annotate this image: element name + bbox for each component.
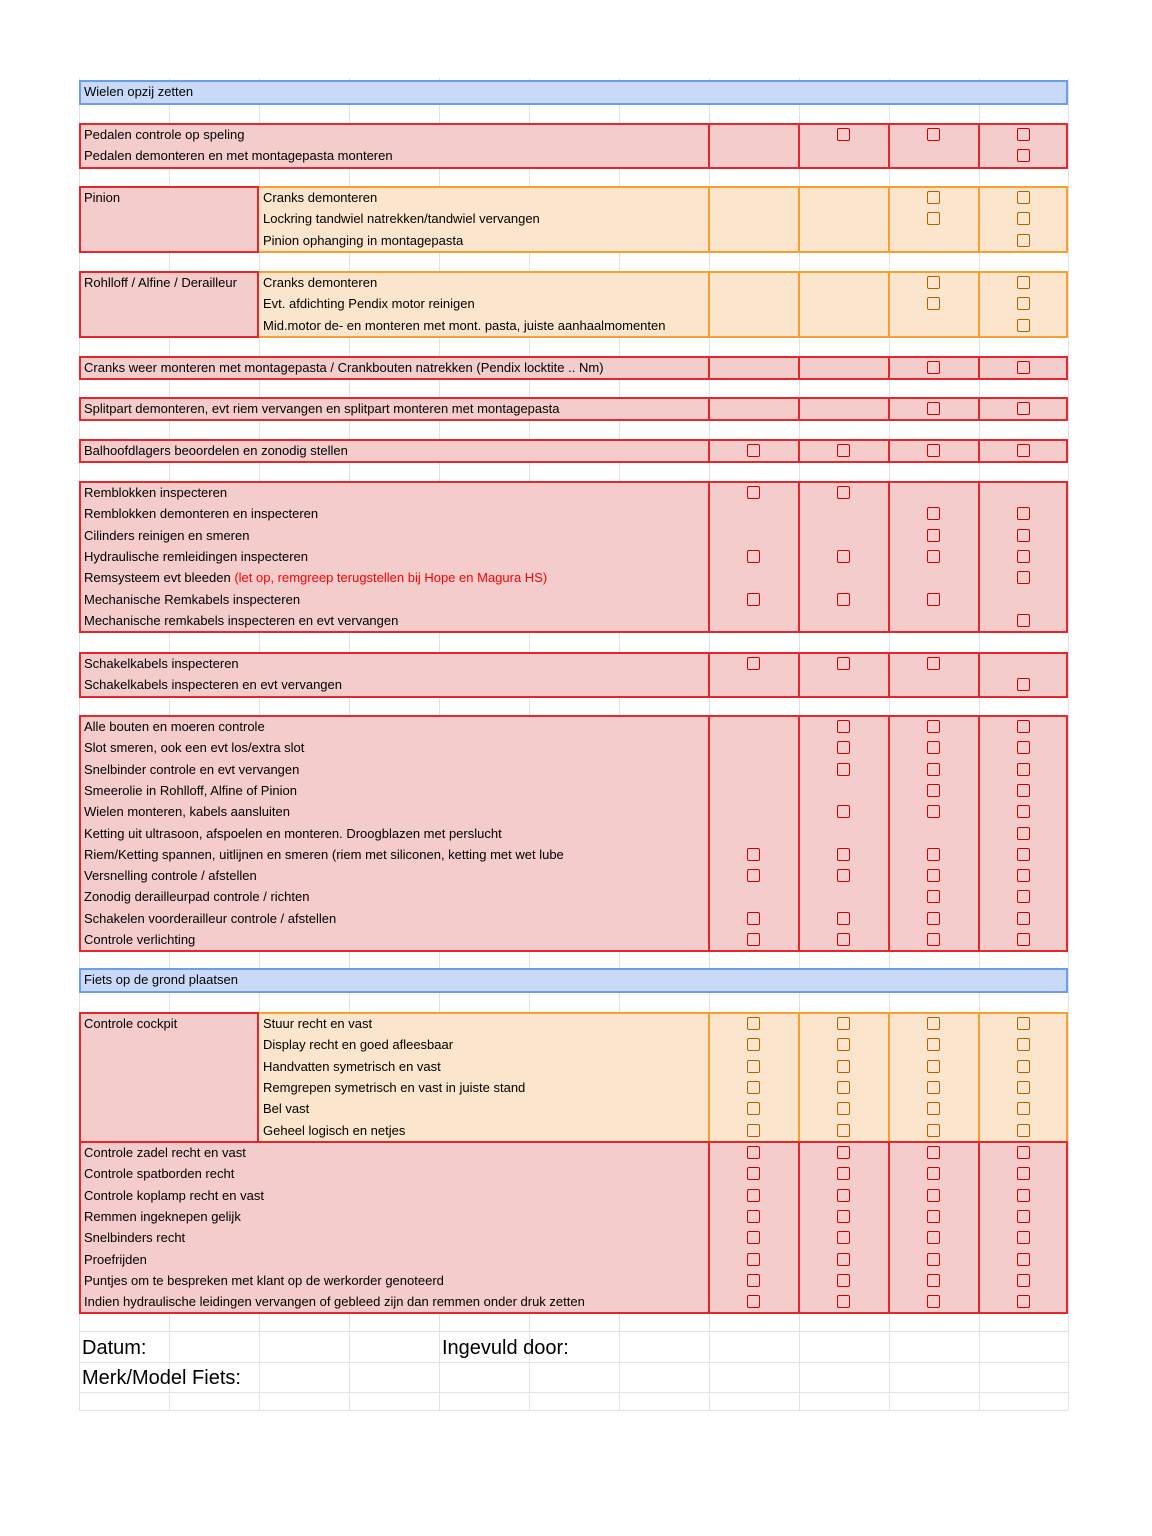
checkbox[interactable] xyxy=(1017,1189,1030,1202)
checkbox[interactable] xyxy=(927,402,940,415)
checkbox[interactable] xyxy=(1017,1081,1030,1094)
checkbox[interactable] xyxy=(1017,1146,1030,1159)
checkbox[interactable] xyxy=(747,550,760,563)
checkbox[interactable] xyxy=(1017,128,1030,141)
row-label-text: Cranks demonteren xyxy=(263,275,378,290)
checkbox[interactable] xyxy=(927,1295,940,1308)
row-label-text: Display recht en goed afleesbaar xyxy=(263,1037,454,1053)
checkbox[interactable] xyxy=(927,550,940,563)
checkbox[interactable] xyxy=(837,805,850,818)
row-label-text: Splitpart demonteren, evt riem vervangen en splitpart monteren met montagepasta xyxy=(84,401,560,416)
checkbox[interactable] xyxy=(837,933,850,946)
checkbox[interactable] xyxy=(837,1231,850,1244)
checkbox[interactable] xyxy=(837,869,850,882)
checkbox[interactable] xyxy=(837,1102,850,1115)
column-divider xyxy=(708,652,710,698)
warning-note: (let op, remgreep terugstellen bij Hope en Magura HS) xyxy=(234,570,548,586)
checkbox[interactable] xyxy=(927,1189,940,1202)
row-label-text: Mid.motor de- en monteren met mont. pasta, juiste aanhaalmomenten xyxy=(263,317,666,333)
row-label xyxy=(263,233,463,249)
column-divider xyxy=(978,271,980,338)
row-label-text: Schakelen voorderailleur controle / afstellen xyxy=(84,910,337,926)
row-label-text: Geheel logisch en netjes xyxy=(263,1122,406,1138)
row-label-text: Remmen ingeknepen gelijk xyxy=(84,1208,241,1224)
row-label xyxy=(84,1230,185,1246)
checkbox[interactable] xyxy=(927,1146,940,1159)
row-label-text: Evt. afdichting Pendix motor reinigen xyxy=(263,296,475,312)
row-label-text: Fiets op de grond plaatsen xyxy=(84,972,238,987)
row-label-text: Bel vast xyxy=(263,1101,310,1117)
row-label xyxy=(84,1166,234,1182)
checkbox[interactable] xyxy=(837,1146,850,1159)
row-label xyxy=(263,1059,441,1075)
checkbox[interactable] xyxy=(1017,149,1030,162)
row-label-text: Pedalen demonteren en met montagepasta monteren xyxy=(84,148,393,164)
column-divider xyxy=(888,397,890,421)
checkbox[interactable] xyxy=(747,1210,760,1223)
checkbox[interactable] xyxy=(1017,402,1030,415)
checkbox[interactable] xyxy=(1017,1102,1030,1115)
checkbox[interactable] xyxy=(837,1060,850,1073)
checkbox[interactable] xyxy=(747,657,760,670)
group-label: Pinion xyxy=(84,190,121,205)
checkbox[interactable] xyxy=(1017,361,1030,374)
checkbox[interactable] xyxy=(747,1081,760,1094)
column-divider xyxy=(708,186,710,253)
row-label xyxy=(263,1123,405,1139)
checkbox[interactable] xyxy=(927,1231,940,1244)
checkbox[interactable] xyxy=(1017,763,1030,776)
row-label xyxy=(84,847,564,863)
checkbox[interactable] xyxy=(927,848,940,861)
row-label xyxy=(84,868,257,884)
row-label-text: Remsysteem evt bleeden xyxy=(84,570,231,586)
bike-model-field[interactable] xyxy=(259,1363,1067,1391)
checkbox[interactable] xyxy=(927,1210,940,1223)
row-label-text: Wielen opzij zetten xyxy=(84,84,194,99)
row-label-text: Pedalen controle op speling xyxy=(84,127,245,142)
checkbox[interactable] xyxy=(837,1210,850,1223)
row-label-text: Cranks weer monteren met montagepasta / Crankbouten natrekken (Pendix locktite .. Nm) xyxy=(84,360,604,375)
checkbox[interactable] xyxy=(1017,212,1030,225)
row-label xyxy=(84,401,559,417)
checkbox[interactable] xyxy=(1017,1295,1030,1308)
checkbox[interactable] xyxy=(1017,319,1030,332)
row-label-text: Remgrepen symetrisch en vast in juiste stand xyxy=(263,1079,526,1095)
checkbox[interactable] xyxy=(1017,678,1030,691)
checkbox[interactable] xyxy=(1017,720,1030,733)
checkbox[interactable] xyxy=(927,1060,940,1073)
bike-model-label: Merk/Model Fiets: xyxy=(82,1367,241,1389)
row-label xyxy=(84,656,239,672)
checkbox[interactable] xyxy=(747,593,760,606)
checkbox[interactable] xyxy=(837,444,850,457)
row-label-text: Remblokken inspecteren xyxy=(84,485,228,500)
checkbox[interactable] xyxy=(1017,805,1030,818)
column-divider xyxy=(888,652,890,698)
row-label-text: Slot smeren, ook een evt los/extra slot xyxy=(84,740,305,756)
row-label xyxy=(84,783,297,799)
row-label-text: Ketting uit ultrasoon, afspoelen en monteren. Droogblazen met perslucht xyxy=(84,825,502,841)
row-label xyxy=(84,148,393,164)
checkbox[interactable] xyxy=(927,444,940,457)
checkbox[interactable] xyxy=(927,212,940,225)
row-label-text: Remblokken demonteren en inspecteren xyxy=(84,506,319,522)
checkbox[interactable] xyxy=(1017,1231,1030,1244)
row-label-text: Mechanische remkabels inspecteren en evt vervangen xyxy=(84,612,399,628)
column-divider xyxy=(798,1141,800,1314)
checkbox[interactable] xyxy=(837,912,850,925)
column-divider xyxy=(978,715,980,952)
checkbox[interactable] xyxy=(747,933,760,946)
group-label: Rohlloff / Alfine / Derailleur xyxy=(84,275,237,290)
column-divider xyxy=(888,1141,890,1314)
column-divider xyxy=(888,439,890,463)
checkbox[interactable] xyxy=(837,1253,850,1266)
row-label xyxy=(84,549,308,565)
column-divider xyxy=(978,652,980,698)
column-divider xyxy=(978,1012,980,1143)
checkbox[interactable] xyxy=(747,1274,760,1287)
row-label xyxy=(263,275,377,291)
checkbox[interactable] xyxy=(927,933,940,946)
checkbox[interactable] xyxy=(747,1102,760,1115)
checkbox[interactable] xyxy=(1017,1038,1030,1051)
column-divider xyxy=(708,397,710,421)
row-label xyxy=(84,1273,444,1289)
checkbox[interactable] xyxy=(747,444,760,457)
grid-row-line xyxy=(79,1392,1068,1393)
checkbox[interactable] xyxy=(837,593,850,606)
grid-row-line xyxy=(79,1331,1068,1332)
row-label xyxy=(84,613,398,629)
row-label-text: Alle bouten en moeren controle xyxy=(84,719,265,734)
checkbox[interactable] xyxy=(1017,614,1030,627)
checkbox[interactable] xyxy=(837,1189,850,1202)
row-label-text: Indien hydraulische leidingen vervangen of gebleed zijn dan remmen onder druk zetten xyxy=(84,1294,585,1310)
row-label xyxy=(84,84,193,100)
row-label-text: Schakelkabels inspecteren xyxy=(84,656,239,671)
row-label xyxy=(84,506,318,522)
checkbox[interactable] xyxy=(1017,529,1030,542)
row-label-text: Controle zadel recht en vast xyxy=(84,1145,246,1160)
checkbox[interactable] xyxy=(1017,827,1030,840)
column-divider xyxy=(708,1012,710,1143)
row-label xyxy=(84,804,290,820)
row-label-text: Wielen monteren, kabels aansluiten xyxy=(84,804,290,820)
row-label xyxy=(84,1209,241,1225)
column-divider xyxy=(888,481,890,633)
column-divider xyxy=(798,1012,800,1143)
checkbox[interactable] xyxy=(1017,784,1030,797)
row-label-text: Proefrijden xyxy=(84,1251,147,1267)
checkbox[interactable] xyxy=(837,1081,850,1094)
checkbox[interactable] xyxy=(747,869,760,882)
row-label-text: Snelbinders recht xyxy=(84,1230,186,1246)
column-divider xyxy=(798,186,800,253)
row-label xyxy=(263,1037,453,1053)
row-label xyxy=(84,528,249,544)
column-divider xyxy=(888,356,890,380)
checkbox[interactable] xyxy=(1017,550,1030,563)
checkbox[interactable] xyxy=(747,1189,760,1202)
checkbox[interactable] xyxy=(1017,1210,1030,1223)
row-label xyxy=(84,485,227,501)
column-divider xyxy=(798,271,800,338)
checkbox[interactable] xyxy=(747,486,760,499)
row-label xyxy=(84,1188,264,1204)
grid-row-line xyxy=(79,1410,1068,1411)
column-divider xyxy=(888,715,890,952)
column-divider xyxy=(798,397,800,421)
column-divider xyxy=(708,271,710,338)
checkbox[interactable] xyxy=(837,1274,850,1287)
checkbox[interactable] xyxy=(927,890,940,903)
checkbox[interactable] xyxy=(837,763,850,776)
column-divider xyxy=(978,356,980,380)
checkbox[interactable] xyxy=(747,1124,760,1137)
checkbox[interactable] xyxy=(837,848,850,861)
checkbox[interactable] xyxy=(927,720,940,733)
checkbox[interactable] xyxy=(927,763,940,776)
row-label xyxy=(263,296,475,312)
checkbox[interactable] xyxy=(927,191,940,204)
checkbox[interactable] xyxy=(927,1167,940,1180)
row-label xyxy=(263,211,540,227)
checkbox[interactable] xyxy=(747,1231,760,1244)
row-label xyxy=(84,762,299,778)
row-label-text: Riem/Ketting spannen, uitlijnen en smeren (riem met siliconen, ketting met wet lube xyxy=(84,846,564,862)
grid-column-line xyxy=(1068,78,1069,1410)
row-label-text: Schakelkabels inspecteren en evt vervangen xyxy=(84,677,342,693)
row-label xyxy=(84,127,244,143)
checkbox[interactable] xyxy=(927,1253,940,1266)
column-divider xyxy=(708,1141,710,1314)
checkbox[interactable] xyxy=(837,1124,850,1137)
column-divider xyxy=(888,123,890,169)
row-label xyxy=(84,1252,147,1268)
row-label xyxy=(263,318,666,334)
checkbox[interactable] xyxy=(1017,444,1030,457)
checkbox[interactable] xyxy=(837,1038,850,1051)
checkbox[interactable] xyxy=(1017,1017,1030,1030)
row-label-text: Pinion ophanging in montagepasta xyxy=(263,232,464,248)
checkbox[interactable] xyxy=(1017,507,1030,520)
checkbox[interactable] xyxy=(927,805,940,818)
row-label xyxy=(84,677,342,693)
column-divider xyxy=(708,481,710,633)
checkbox[interactable] xyxy=(747,1146,760,1159)
checkbox[interactable] xyxy=(927,1081,940,1094)
checkbox[interactable] xyxy=(927,297,940,310)
row-label xyxy=(84,911,336,927)
row-label xyxy=(263,1101,309,1117)
checkbox[interactable] xyxy=(1017,933,1030,946)
row-label xyxy=(263,1016,372,1032)
checkbox[interactable] xyxy=(1017,297,1030,310)
column-divider xyxy=(708,123,710,169)
group-label: Controle cockpit xyxy=(84,1016,178,1031)
row-label-text: Zonodig derailleurpad controle / richten xyxy=(84,889,310,905)
checkbox[interactable] xyxy=(927,1274,940,1287)
row-label-text: Versnelling controle / afstellen xyxy=(84,868,257,884)
checkbox[interactable] xyxy=(927,128,940,141)
checkbox[interactable] xyxy=(1017,1124,1030,1137)
row-label-text: Smeerolie in Rohlloff, Alfine of Pinion xyxy=(84,782,297,798)
checkbox[interactable] xyxy=(927,1102,940,1115)
column-divider xyxy=(798,123,800,169)
row-label-text: Balhoofdlagers beoordelen en zonodig stellen xyxy=(84,443,348,458)
checkbox[interactable] xyxy=(1017,1167,1030,1180)
date-label: Datum: xyxy=(82,1337,147,1359)
row-label xyxy=(84,592,300,608)
row-label xyxy=(263,190,377,206)
checkbox[interactable] xyxy=(1017,912,1030,925)
checkbox[interactable] xyxy=(837,128,850,141)
checkbox[interactable] xyxy=(747,1060,760,1073)
column-divider xyxy=(798,652,800,698)
row-label xyxy=(84,889,309,905)
column-divider xyxy=(978,186,980,253)
column-divider xyxy=(708,356,710,380)
row-label xyxy=(263,1080,525,1096)
checkbox[interactable] xyxy=(837,1295,850,1308)
checkbox[interactable] xyxy=(927,276,940,289)
row-label-text: Controle spatborden recht xyxy=(84,1166,235,1182)
checkbox[interactable] xyxy=(837,720,850,733)
row-label-text: Controle koplamp recht en vast xyxy=(84,1187,264,1203)
column-divider xyxy=(708,439,710,463)
row-label xyxy=(84,826,502,842)
column-divider xyxy=(978,397,980,421)
checkbox[interactable] xyxy=(747,1295,760,1308)
row-label-text: Lockring tandwiel natrekken/tandwiel vervangen xyxy=(263,211,540,227)
checkbox[interactable] xyxy=(927,741,940,754)
column-divider xyxy=(978,439,980,463)
row-label xyxy=(84,1294,585,1310)
row-label-text: Cilinders reinigen en smeren xyxy=(84,527,250,543)
checkbox[interactable] xyxy=(747,1167,760,1180)
column-divider xyxy=(798,439,800,463)
checkbox[interactable] xyxy=(1017,741,1030,754)
checkbox[interactable] xyxy=(837,657,850,670)
row-label-text: Handvatten symetrisch en vast xyxy=(263,1058,441,1074)
checkbox[interactable] xyxy=(927,529,940,542)
checkbox[interactable] xyxy=(1017,571,1030,584)
row-label-text: Snelbinder controle en evt vervangen xyxy=(84,761,300,777)
row-label xyxy=(84,443,348,459)
row-label xyxy=(84,570,547,586)
column-divider xyxy=(888,271,890,338)
row-label xyxy=(84,740,304,756)
checkbox[interactable] xyxy=(837,1017,850,1030)
date-field[interactable] xyxy=(169,1333,429,1361)
column-divider xyxy=(888,186,890,253)
checkbox[interactable] xyxy=(1017,1060,1030,1073)
checkbox[interactable] xyxy=(837,741,850,754)
column-divider xyxy=(798,715,800,952)
checkbox[interactable] xyxy=(927,1017,940,1030)
checkbox[interactable] xyxy=(1017,848,1030,861)
checkbox[interactable] xyxy=(1017,191,1030,204)
checkbox[interactable] xyxy=(927,657,940,670)
checkbox[interactable] xyxy=(1017,890,1030,903)
column-divider xyxy=(978,481,980,633)
column-divider xyxy=(978,1141,980,1314)
checkbox[interactable] xyxy=(837,550,850,563)
filled-by-label: Ingevuld door: xyxy=(442,1337,569,1359)
checkbox[interactable] xyxy=(927,1038,940,1051)
checkbox[interactable] xyxy=(747,1253,760,1266)
column-divider xyxy=(888,1012,890,1143)
filled-by-field[interactable] xyxy=(619,1333,1067,1361)
checkbox[interactable] xyxy=(747,912,760,925)
checkbox[interactable] xyxy=(837,1167,850,1180)
checkbox[interactable] xyxy=(1017,869,1030,882)
checkbox[interactable] xyxy=(927,1124,940,1137)
row-label-text: Stuur recht en vast xyxy=(263,1016,373,1031)
checkbox[interactable] xyxy=(927,593,940,606)
checkbox[interactable] xyxy=(1017,1253,1030,1266)
checkbox[interactable] xyxy=(1017,1274,1030,1287)
row-label xyxy=(84,1145,246,1161)
column-divider xyxy=(708,715,710,952)
row-label xyxy=(84,972,238,988)
row-label xyxy=(84,719,265,735)
column-divider xyxy=(978,123,980,169)
row-label xyxy=(84,932,195,948)
checkbox[interactable] xyxy=(927,869,940,882)
row-label-text: Puntjes om te bespreken met klant op de werkorder genoteerd xyxy=(84,1272,444,1288)
row-label xyxy=(84,360,604,376)
checkbox[interactable] xyxy=(837,486,850,499)
checkbox[interactable] xyxy=(927,912,940,925)
row-label-text: Controle verlichting xyxy=(84,932,196,947)
checkbox[interactable] xyxy=(927,507,940,520)
row-label-text: Hydraulische remleidingen inspecteren xyxy=(84,548,309,564)
checkbox[interactable] xyxy=(927,361,940,374)
section-header-band xyxy=(79,80,1068,105)
checkbox[interactable] xyxy=(747,848,760,861)
row-label-text: Cranks demonteren xyxy=(263,190,378,205)
column-divider xyxy=(798,356,800,380)
checkbox[interactable] xyxy=(927,784,940,797)
column-divider xyxy=(798,481,800,633)
checkbox[interactable] xyxy=(747,1038,760,1051)
row-label-text: Mechanische Remkabels inspecteren xyxy=(84,591,301,607)
checkbox[interactable] xyxy=(1017,276,1030,289)
checkbox[interactable] xyxy=(1017,234,1030,247)
checkbox[interactable] xyxy=(747,1017,760,1030)
